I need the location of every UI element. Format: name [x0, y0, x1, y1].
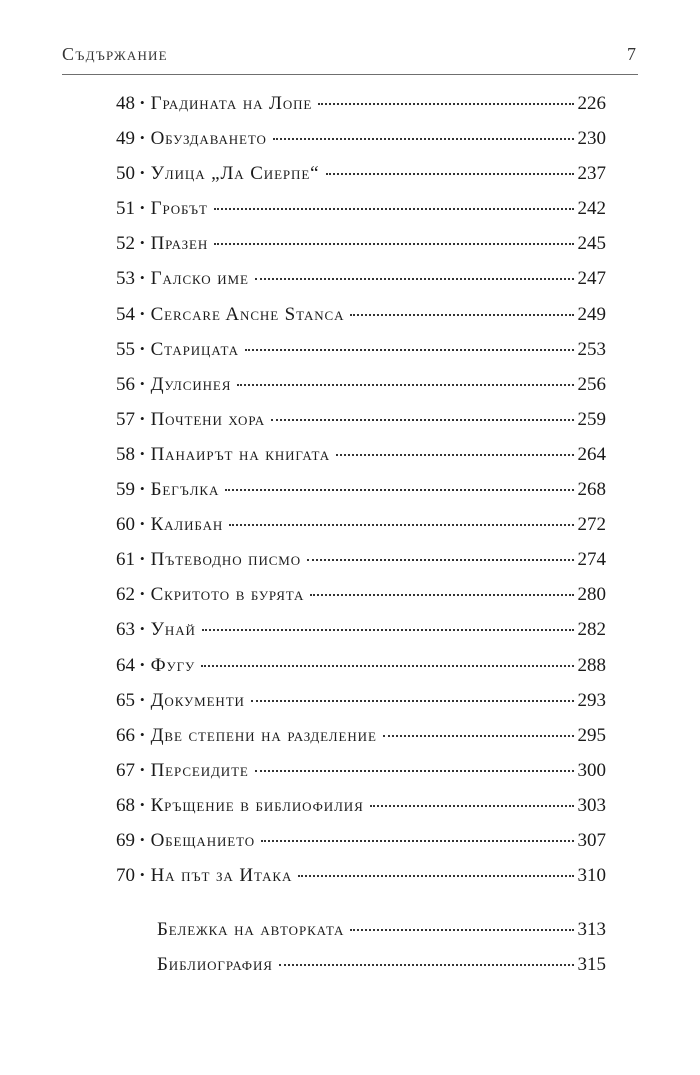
chapter-page-number: 242 [577, 198, 606, 220]
toc-entry [116, 233, 606, 268]
chapter-number: 52 [116, 233, 135, 255]
back-matter-title: Бележка на авторката [157, 919, 345, 940]
chapter-title: Обуздаването [150, 128, 267, 150]
toc-entry [116, 339, 606, 374]
toc-entry [116, 268, 606, 303]
chapter-title: Дулсинея [150, 373, 232, 395]
back-matter-title: Библиография [157, 954, 273, 976]
dot-leader [225, 489, 573, 491]
chapter-number: 56 [116, 373, 135, 395]
bullet-separator: • [140, 130, 145, 146]
back-matter-entry [157, 954, 606, 989]
chapter-page-number: 288 [577, 654, 606, 676]
header-title: Съдържание [62, 44, 168, 64]
dot-leader [245, 349, 574, 351]
toc-entry [116, 760, 606, 795]
toc-entry [116, 93, 606, 128]
dot-leader [202, 629, 574, 631]
dot-leader [350, 929, 573, 931]
toc-entry [116, 198, 606, 233]
bullet-separator: • [140, 445, 145, 461]
dot-leader [255, 770, 574, 772]
toc-entry [116, 865, 606, 900]
chapter-number: 69 [116, 829, 135, 851]
dot-leader [310, 594, 573, 596]
bullet-separator: • [140, 165, 145, 181]
chapter-number: 58 [116, 443, 135, 465]
dot-leader [251, 700, 574, 702]
chapter-number: 66 [116, 724, 135, 746]
bullet-separator: • [140, 516, 145, 532]
chapter-title: Персеидите [150, 759, 249, 781]
chapter-title: Две степени на разделение [150, 724, 377, 746]
chapter-title: Обещанието [150, 829, 256, 851]
toc-entry [116, 374, 606, 409]
bullet-separator: • [140, 551, 145, 567]
chapter-title: Калибан [150, 514, 224, 536]
chapter-title: Градината на Лопе [150, 93, 313, 114]
chapter-number: 49 [116, 128, 135, 150]
bullet-separator: • [140, 410, 145, 426]
bullet-separator: • [140, 621, 145, 637]
dot-leader [261, 840, 573, 842]
dot-leader [273, 138, 574, 140]
toc-entry [116, 655, 606, 690]
chapter-number: 50 [116, 163, 135, 185]
toc-entry [116, 409, 606, 444]
chapter-number: 64 [116, 654, 135, 676]
chapter-page-number: 264 [577, 443, 606, 465]
dot-leader [318, 103, 573, 105]
chapter-title: Галско име [150, 268, 249, 290]
chapter-page-number: 280 [577, 584, 606, 606]
toc-entry [116, 549, 606, 584]
chapter-title: Унай [150, 619, 196, 641]
back-matter-page-number: 313 [577, 919, 606, 940]
chapter-number: 67 [116, 759, 135, 781]
bullet-separator: • [140, 481, 145, 497]
chapter-number: 65 [116, 689, 135, 711]
bullet-separator: • [140, 270, 145, 286]
dot-leader [307, 559, 573, 561]
chapter-page-number: 293 [577, 689, 606, 711]
chapter-title: На път за Итака [150, 865, 293, 887]
toc-entry [116, 163, 606, 198]
back-matter-page-number: 315 [577, 954, 606, 976]
chapter-page-number: 310 [577, 865, 606, 887]
chapter-page-number: 282 [577, 619, 606, 641]
chapter-title: Улица „Ла Сиерпе“ [150, 163, 320, 185]
bullet-separator: • [140, 726, 145, 742]
bullet-separator: • [140, 796, 145, 812]
dot-leader [298, 875, 573, 877]
dot-leader [214, 208, 574, 210]
chapter-page-number: 307 [577, 829, 606, 851]
bullet-separator: • [140, 235, 145, 251]
dot-leader [326, 173, 574, 175]
toc-entry [116, 619, 606, 654]
toc-entry [116, 795, 606, 830]
chapter-title: Документи [150, 689, 245, 711]
chapter-title: Кръщение в библиофилия [150, 794, 364, 816]
chapter-page-number: 226 [577, 93, 606, 114]
chapter-title: Гробът [150, 198, 208, 220]
dot-leader [271, 419, 573, 421]
running-header [62, 44, 638, 75]
chapter-page-number: 303 [577, 794, 606, 816]
bullet-separator: • [140, 761, 145, 777]
bullet-separator: • [140, 95, 145, 110]
chapter-number: 59 [116, 479, 135, 501]
chapter-page-number: 300 [577, 759, 606, 781]
bullet-separator: • [140, 586, 145, 602]
back-matter-entry [157, 919, 606, 954]
dot-leader [229, 524, 573, 526]
chapter-title: Cercare Anche Stanca [150, 303, 345, 325]
chapter-number: 61 [116, 549, 135, 571]
chapter-page-number: 249 [577, 303, 606, 325]
chapter-title: Бегълка [150, 479, 220, 501]
toc-entry [116, 479, 606, 514]
dot-leader [350, 314, 573, 316]
chapter-page-number: 295 [577, 724, 606, 746]
chapter-page-number: 256 [577, 373, 606, 395]
table-of-contents [116, 93, 606, 900]
toc-entry [116, 128, 606, 163]
chapter-number: 63 [116, 619, 135, 641]
toc-entry [116, 514, 606, 549]
dot-leader [214, 243, 573, 245]
chapter-page-number: 230 [577, 128, 606, 150]
bullet-separator: • [140, 375, 145, 391]
dot-leader [279, 964, 574, 966]
chapter-number: 51 [116, 198, 135, 220]
chapter-number: 60 [116, 514, 135, 536]
chapter-number: 55 [116, 338, 135, 360]
chapter-page-number: 268 [577, 479, 606, 501]
toc-entry [116, 584, 606, 619]
chapter-number: 54 [116, 303, 135, 325]
chapter-page-number: 247 [577, 268, 606, 290]
bullet-separator: • [140, 340, 145, 356]
toc-entry [116, 690, 606, 725]
bullet-separator: • [140, 200, 145, 216]
bullet-separator: • [140, 691, 145, 707]
chapter-title: Почтени хора [150, 408, 266, 430]
chapter-page-number: 259 [577, 408, 606, 430]
chapter-page-number: 274 [577, 549, 606, 571]
chapter-page-number: 245 [577, 233, 606, 255]
chapter-number: 70 [116, 865, 135, 887]
chapter-page-number: 237 [577, 163, 606, 185]
dot-leader [336, 454, 573, 456]
chapter-page-number: 253 [577, 338, 606, 360]
chapter-title: Фугу [150, 654, 196, 676]
header-page-number: 7 [627, 44, 636, 64]
toc-entry [116, 830, 606, 865]
toc-entry [116, 444, 606, 479]
toc-entry [116, 304, 606, 339]
dot-leader [370, 805, 574, 807]
chapter-title: Скритото в бурята [150, 584, 305, 606]
chapter-number: 57 [116, 408, 135, 430]
dot-leader [383, 735, 574, 737]
chapter-number: 68 [116, 794, 135, 816]
bullet-separator: • [140, 656, 145, 672]
dot-leader [201, 665, 573, 667]
bullet-separator: • [140, 831, 145, 847]
chapter-title: Старицата [150, 338, 239, 360]
chapter-title: Панаирът на книгата [150, 443, 331, 465]
chapter-title: Пътеводно писмо [150, 549, 302, 571]
bullet-separator: • [140, 305, 145, 321]
dot-leader [255, 278, 574, 280]
toc-entry [116, 725, 606, 760]
chapter-number: 48 [116, 93, 135, 114]
bullet-separator: • [140, 867, 145, 883]
back-matter-list [157, 919, 606, 989]
dot-leader [237, 384, 573, 386]
chapter-page-number: 272 [577, 514, 606, 536]
chapter-number: 53 [116, 268, 135, 290]
chapter-title: Празен [150, 233, 209, 255]
chapter-number: 62 [116, 584, 135, 606]
